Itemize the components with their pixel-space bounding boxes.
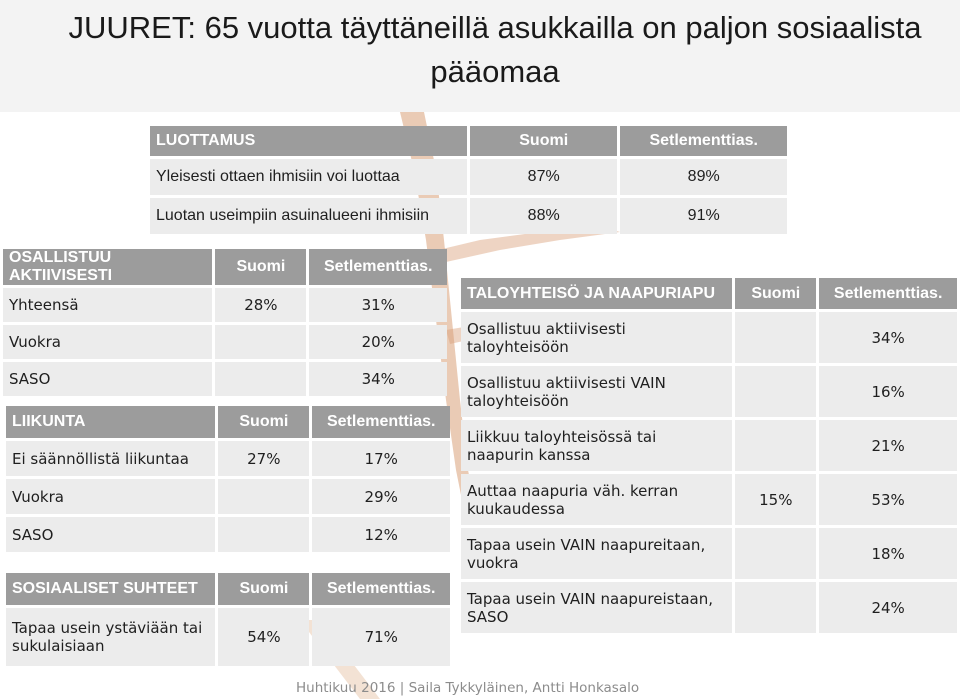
row-value-setlementti: 34% [309, 362, 447, 396]
row-label: Ei säännöllistä liikuntaa [6, 441, 215, 476]
luottamus-header-col2: Setlementtias. [620, 126, 787, 156]
table-row [461, 582, 957, 633]
row-label: Auttaa naapuria väh. kerran kuukaudessa [461, 474, 732, 525]
table-row [150, 159, 787, 195]
row-value-setlementti: 53% [819, 474, 957, 525]
row-label: Vuokra [3, 325, 212, 359]
luottamus-table [147, 123, 790, 237]
row-label: Vuokra [6, 479, 215, 514]
table-row [461, 312, 957, 363]
row-value-setlementti: 18% [819, 528, 957, 579]
table-row [461, 474, 957, 525]
row-value-setlementti: 21% [819, 420, 957, 471]
row-label: Tapaa usein VAIN naapureitaan, vuokra [461, 528, 732, 579]
row-label: Osallistuu aktiivisesti VAIN taloyhteisöön [461, 366, 732, 417]
row-value-suomi: 27% [218, 441, 309, 476]
row-value-suomi: 54% [218, 608, 309, 666]
row-label: SASO [6, 517, 215, 552]
table-row [6, 441, 450, 476]
row-value-setlementti: 71% [312, 608, 450, 666]
row-value-suomi [735, 366, 816, 417]
suhteet-table [3, 570, 453, 669]
taloyhteiso-header [461, 278, 957, 309]
row-value-suomi: 28% [215, 288, 306, 322]
row-value-setlementti: 34% [819, 312, 957, 363]
row-value-setlementti: 20% [309, 325, 447, 359]
row-label: Yhteensä [3, 288, 212, 322]
row-value-suomi: 88% [470, 198, 617, 234]
taloyhteiso-header-col1: Suomi [735, 278, 816, 309]
row-label: Liikkuu taloyhteisössä tai naapurin kanssa [461, 420, 732, 471]
row-label: Tapaa usein VAIN naapureistaan, SASO [461, 582, 732, 633]
row-value-setlementti: 17% [312, 441, 450, 476]
liikunta-header [6, 406, 450, 438]
luottamus-header-label: LUOTTAMUS [150, 126, 467, 156]
row-value-suomi [735, 312, 816, 363]
page-title: JUURET: 65 vuotta täyttäneillä asukkailla on paljon sosiaalista pääomaa [68, 10, 922, 89]
suhteet-header-label: SOSIAALISET SUHTEET [6, 573, 215, 605]
row-value-setlementti: 12% [312, 517, 450, 552]
taloyhteiso-table [458, 275, 960, 636]
liikunta-header-col2: Setlementtias. [312, 406, 450, 438]
row-value-suomi [218, 479, 309, 514]
row-value-setlementti: 16% [819, 366, 957, 417]
table-row [6, 517, 450, 552]
row-value-setlementti: 89% [620, 159, 787, 195]
row-value-suomi [215, 325, 306, 359]
row-value-suomi: 87% [470, 159, 617, 195]
row-value-suomi: 15% [735, 474, 816, 525]
osallistuu-header [3, 249, 447, 285]
row-label: Yleisesti ottaen ihmisiin voi luottaa [150, 159, 467, 195]
suhteet-header-col2: Setlementtias. [312, 573, 450, 605]
taloyhteiso-header-label: TALOYHTEISÖ JA NAAPURIAPU [461, 278, 732, 309]
table-row [461, 528, 957, 579]
liikunta-header-label: LIIKUNTA [6, 406, 215, 438]
row-label: SASO [3, 362, 212, 396]
luottamus-header-col1: Suomi [470, 126, 617, 156]
luottamus-header [150, 126, 787, 156]
row-value-suomi [218, 517, 309, 552]
row-value-suomi [735, 582, 816, 633]
row-value-suomi [735, 528, 816, 579]
table-row [461, 366, 957, 417]
row-label: Luotan useimpiin asuinalueeni ihmisiin [150, 198, 467, 234]
row-value-setlementti: 24% [819, 582, 957, 633]
suhteet-header-col1: Suomi [218, 573, 309, 605]
row-value-setlementti: 31% [309, 288, 447, 322]
table-row [6, 479, 450, 514]
osallistuu-header-label: OSALLISTUU AKTIIVISESTI [3, 249, 212, 285]
osallistuu-table [0, 246, 450, 399]
liikunta-table [3, 403, 453, 555]
footer-credit: Huhtikuu 2016 | Saila Tykkyläinen, Antti Honkasalo [296, 680, 640, 696]
suhteet-header [6, 573, 450, 605]
table-row [150, 198, 787, 234]
liikunta-header-col1: Suomi [218, 406, 309, 438]
taloyhteiso-header-col2: Setlementtias. [819, 278, 957, 309]
table-row [3, 325, 447, 359]
row-value-setlementti: 29% [312, 479, 450, 514]
row-label: Osallistuu aktiivisesti taloyhteisöön [461, 312, 732, 363]
table-row [6, 608, 450, 666]
osallistuu-header-col2: Setlementtias. [309, 249, 447, 285]
row-value-suomi [215, 362, 306, 396]
table-row [461, 420, 957, 471]
osallistuu-header-col1: Suomi [215, 249, 306, 285]
table-row [3, 362, 447, 396]
row-value-suomi [735, 420, 816, 471]
row-label: Tapaa usein ystäviään tai sukulaisiaan [6, 608, 215, 666]
table-row [3, 288, 447, 322]
row-value-setlementti: 91% [620, 198, 787, 234]
